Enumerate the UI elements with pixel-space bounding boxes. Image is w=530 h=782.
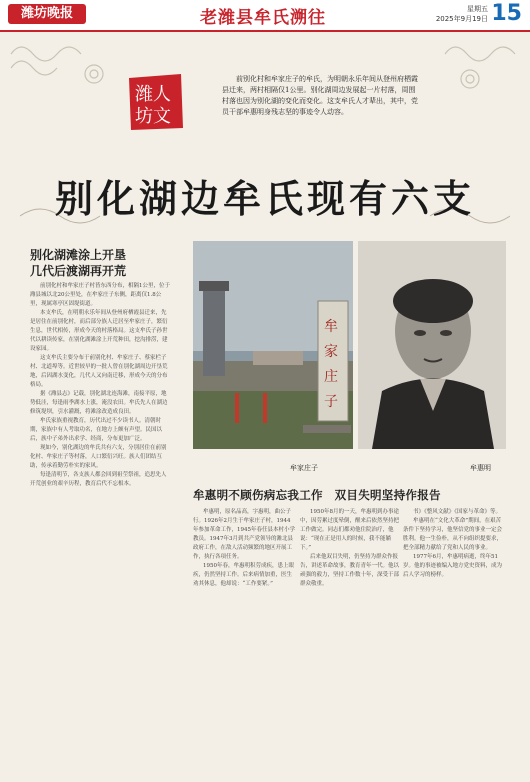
paragraph: 1977年6月，牟惠明病逝，终年51岁。他的事迹被编入地方党史资料，成为后人学习的榜样。 — [403, 554, 503, 578]
section-title: 老潍县牟氏溯往 — [200, 8, 326, 28]
paragraph: 牟惠明，原名品高，字惠明，曲公子行。1926年2月生于牟家庄子村，1944年参加革命工作，1945年春任县本村小学教员。1947年3月到共产党领导的潍北县政府工作，在敌人活动频繁的地区开展工作，执行各项任务。 — [193, 509, 295, 560]
paragraph: 1950年8月的一天，牟惠明到办事途中，因劳累过度晕倒，醒来后依然坚持把工作做完。同志们都劝他住院治疗，他说：“现在正是用人的时候，我不能躺下。” — [300, 509, 400, 551]
paragraph: 每逢清明节，各支族人都会回到祖茔祭祖，追思先人开荒创业的艰辛历程，教育后代不忘根本。 — [30, 472, 167, 487]
subhead-3: 牟惠明不顾伤病忘我工作 双目失明坚持作报告 — [193, 488, 441, 502]
photo1-caption: 牟家庄子 — [290, 464, 318, 472]
paragraph: 这支牟氏主要分布于前别化村、牟家庄子、蔡家栏子村、北道埠等。近世较早的一批人曾在别化湖周边开垦荒地，后因湖水变化，几代人又向南迁移，形成今天的分布格局。 — [30, 355, 168, 388]
sign-char-2: 家 — [324, 344, 338, 360]
sign-char-3: 庄 — [324, 369, 338, 385]
paragraph: 据《潍县志》记载，别化湖北连海滩，南接平原，地势低洼，每逢雨季湖水上涨，淹没农田。牟氏先人在湖边修筑堤坝，引水灌溉，将滩涂改造成良田。 — [30, 391, 168, 415]
paragraph: 前别化村和牟家庄子村皆东西分布，相隔1公里，位于潍县城以北20公里处，在牟家庄子东侧，距离仅1.8公里，现属寒亭区固堤街道。 — [30, 283, 170, 307]
paragraph: 后来他双目失明，仍坚持为群众作报告，讲述革命故事，教育青年一代。他以顽强的毅力，坚持工作数十年，深受干部群众敬重。 — [300, 554, 400, 587]
left-column-text — [30, 282, 170, 760]
photo2-caption: 牟惠明 — [470, 464, 491, 472]
weekday: 星期五 — [467, 5, 488, 13]
right-column-3 — [403, 508, 506, 760]
seal-text-bottom: 坊文 — [135, 106, 171, 127]
paragraph: 现如今，别化湖边的牟氏共有六支，分别居住在前别化村、牟家庄子等村落，人口繁衍兴旺。族人们团结互助，传承着勤劳朴实的家风。 — [30, 445, 167, 469]
cloud-pattern-decoration-right — [440, 34, 526, 104]
main-headline: 别化湖边牟氏现有六支 — [54, 177, 475, 221]
portrait-photo — [358, 241, 506, 449]
paragraph: 1950年春，牟惠明积劳成疾，患上眼疾，仍然坚持工作。后来病情加重，医生劝其休息，他却说：“工作要紧。” — [193, 563, 294, 587]
sign-char-4: 子 — [324, 394, 338, 410]
village-sign-photo — [193, 241, 353, 449]
sign-char-1: 牟 — [324, 319, 338, 335]
subhead-2: 几代后渡湖再开荒 — [30, 264, 127, 278]
right-column-1 — [193, 508, 295, 760]
paragraph: 牟惠明在“文化大革命”期间，在艰苦条件下坚持学习，他坚信党的事业一定会胜利。他一生俭朴，从不向组织提要求，把全部精力献给了党和人民的事业。 — [403, 518, 503, 551]
paragraph: 牟氏家族重视教育，历代出过不少读书人。清朝时期，家族中有人考取功名，在地方上颇有声望。民国以后，族中子弟外出求学、经商，分布更加广泛。 — [30, 418, 163, 442]
issue-date: 2025年9月19日 — [435, 15, 488, 23]
page-header — [0, 0, 530, 30]
intro-summary: 前别化村和牟家庄子的牟氏，为明朝永乐年间从登州府栖霞县迁来，两村相隔仅1公里。别化湖周边发展起一片村落，周围村落也因为别化湖的变化而变化。这支牟氏人才辈出，其中，党员干部牟惠明身残志坚的事迹令人动容。 — [222, 75, 418, 116]
header-rule — [0, 30, 530, 32]
subhead-1: 别化湖滩涂上开垦 — [30, 248, 127, 262]
page-number: 15 — [491, 1, 522, 26]
paragraph: 书》《整风文献》《国家与革命》等。 — [413, 509, 502, 515]
seal-text-top: 潍人 — [135, 84, 171, 105]
cloud-pattern-decoration — [6, 34, 116, 104]
column-seal — [125, 72, 185, 132]
right-column-2 — [300, 508, 400, 760]
paragraph: 本支牟氏，在明朝永乐年间从登州府栖霞县迁来，先是居住在前别化村，而后部分族人迁居至牟家庄子，繁衍生息，世代相传，形成今天的村落格局。这支牟氏子孙世代以耕读传家，在别化湖滩涂上开荒种田，挖沟排涝，建设家园。 — [30, 310, 168, 352]
newspaper-logo: 潍坊晚报 — [8, 4, 86, 24]
